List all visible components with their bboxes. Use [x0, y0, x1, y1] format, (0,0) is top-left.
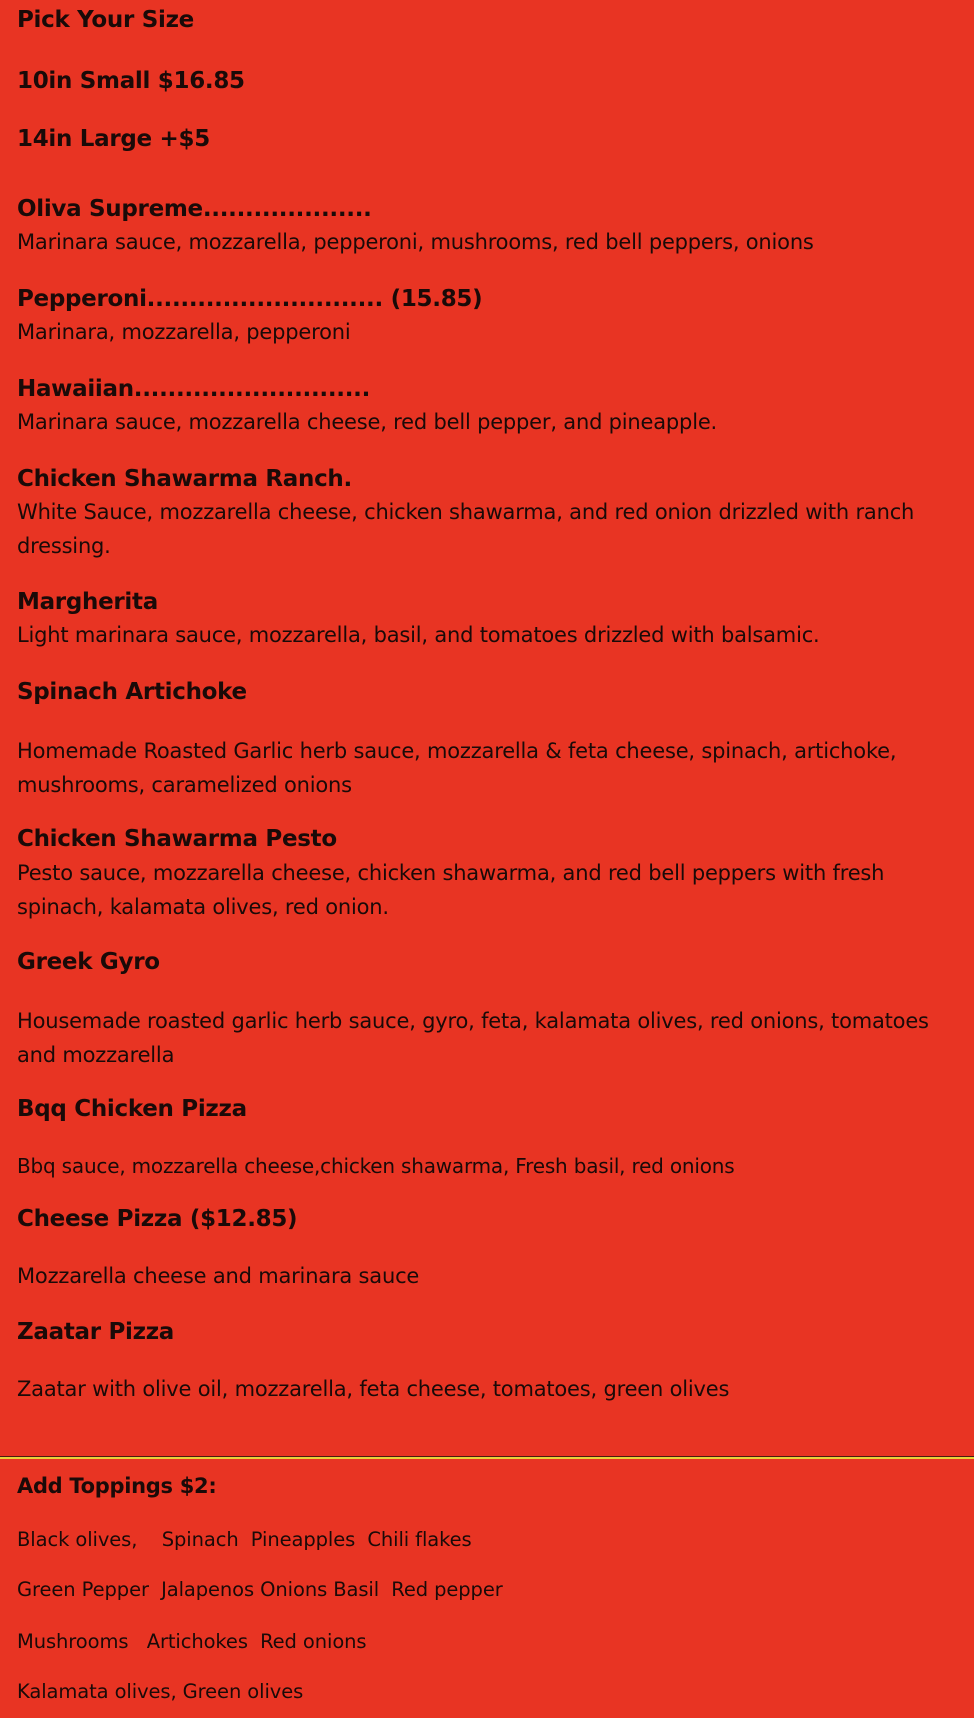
menu-item-description: Pesto sauce, mozzarella cheese, chicken shawarma, and red bell peppers with fresh spinach, kalamata olives, red onion. [17, 861, 885, 919]
menu-item-description: Marinara sauce, mozzarella cheese, red bell pepper, and pineapple. [17, 410, 718, 434]
menu-item-description: Light marinara sauce, mozzarella, basil, and tomatoes drizzled with balsamic. [17, 623, 820, 647]
menu-item-name: Cheese Pizza ($12.85) [17, 1206, 298, 1232]
menu-item-description: Zaatar with olive oil, mozzarella, feta cheese, tomatoes, green olives [17, 1377, 730, 1401]
menu-item-name: Chicken Shawarma Pesto [17, 826, 337, 852]
menu-item-description: Bbq sauce, mozzarella cheese,chicken shawarma, Fresh basil, red onions [17, 1154, 735, 1178]
toppings-line: Black olives, Spinach Pineapples Chili flakes [17, 1528, 472, 1551]
menu-item-description: Marinara, mozzarella, pepperoni [17, 320, 351, 344]
menu-item-name: Bqq Chicken Pizza [17, 1096, 247, 1122]
toppings-line: Green Pepper Jalapenos Onions Basil Red pepper [17, 1578, 503, 1601]
menu-item-name: Greek Gyro [17, 949, 160, 975]
menu-item-name: Hawaiian............................ [17, 376, 371, 402]
menu-item-description: Housemade roasted garlic herb sauce, gyro, feta, kalamata olives, red onions, tomatoes and mozzarella [17, 1009, 929, 1067]
menu-item-name: Chicken Shawarma Ranch. [17, 466, 352, 492]
menu-item-name: Spinach Artichoke [17, 679, 247, 705]
toppings-line: Kalamata olives, Green olives [17, 1680, 304, 1703]
size-large-price: 14in Large +$5 [17, 126, 210, 152]
section-divider [0, 1456, 974, 1459]
toppings-line: Mushrooms Artichokes Red onions [17, 1630, 367, 1653]
size-section-title: Pick Your Size [17, 7, 194, 33]
menu-item-description: White Sauce, mozzarella cheese, chicken shawarma, and red onion drizzled with ranch dressing. [17, 500, 915, 558]
menu-item-description: Homemade Roasted Garlic herb sauce, mozzarella & feta cheese, spinach, artichoke, mushrooms, caramelized onions [17, 739, 897, 797]
menu-item-name: Margherita [17, 589, 158, 615]
menu-item-name: Oliva Supreme.................... [17, 196, 372, 222]
toppings-title: Add Toppings $2: [17, 1474, 217, 1498]
menu-item-description: Marinara sauce, mozzarella, pepperoni, mushrooms, red bell peppers, onions [17, 230, 814, 254]
menu-item-name: Pepperoni............................ (15.85) [17, 286, 483, 312]
menu-item-name: Zaatar Pizza [17, 1319, 175, 1345]
menu-item-description: Mozzarella cheese and marinara sauce [17, 1264, 420, 1288]
size-small-price: 10in Small $16.85 [17, 68, 245, 94]
